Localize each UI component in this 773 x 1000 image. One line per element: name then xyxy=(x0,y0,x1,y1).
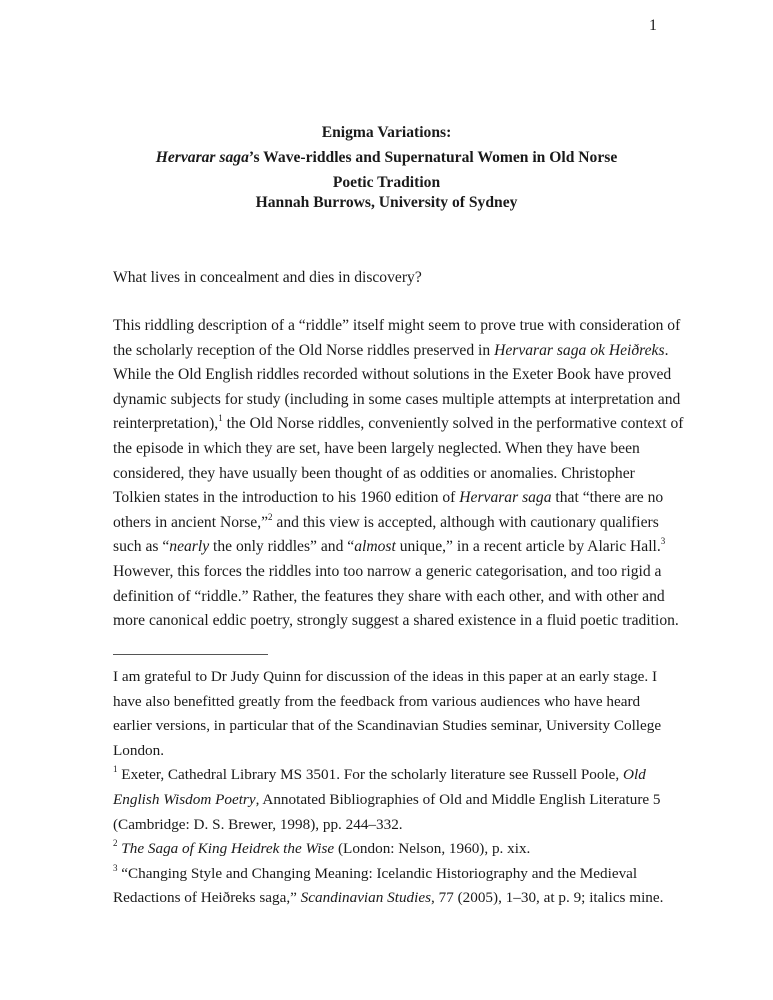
text-run: Exeter, Cathedral Library MS 3501. For the scholarly literature see Russell Poole, xyxy=(117,766,624,784)
footnote-line xyxy=(113,741,164,761)
body-line xyxy=(113,587,665,607)
text-run: definition of “riddle.” Rather, the features they share with each other, and with other and xyxy=(113,587,665,605)
text-run: . xyxy=(664,341,669,359)
text-run: , Annotated Bibliographies of Old and Middle English Literature 5 xyxy=(255,791,661,808)
footnote-line xyxy=(113,815,403,835)
text-run: “Changing Style and Changing Meaning: Icelandic Historiography and the Medieval xyxy=(117,864,638,882)
text-run: The Saga of King Heidrek the Wise xyxy=(121,840,335,858)
body-line xyxy=(113,414,683,434)
author-line: Hannah Burrows, University of Sydney xyxy=(255,194,518,211)
text-run: (Cambridge: D. S. Brewer, 1998), pp. 244–332. xyxy=(113,815,403,833)
text-run: and this view is accepted, although with cautionary qualifiers xyxy=(272,513,659,531)
body-line xyxy=(113,464,635,484)
body-line xyxy=(113,562,661,582)
text-run: London. xyxy=(113,741,165,759)
title-italic: Hervarar saga xyxy=(155,149,249,166)
title-line-2 xyxy=(0,149,773,167)
text-run: considered, they have usually been thought of as oddities or anomalies. Christopher xyxy=(113,464,635,482)
footnote-rule xyxy=(113,654,268,655)
body-line xyxy=(113,611,679,631)
epigraph: What lives in concealment and dies in discovery? xyxy=(113,269,422,286)
footnote-marker: 2 xyxy=(113,838,118,849)
text-run: English Wisdom Poetry xyxy=(113,791,256,808)
text-run: nearly xyxy=(169,538,210,556)
title-rest: ’s Wave-riddles and Supernatural Women in Old Norse xyxy=(248,149,618,166)
text-run: that “there are no xyxy=(551,489,664,507)
text-run: Scandinavian Studies xyxy=(300,889,432,907)
text-run: Hervarar saga xyxy=(459,489,552,507)
text-run: earlier versions, in particular that of the Scandinavian Studies seminar, University College xyxy=(113,717,662,735)
text-run: Hervarar saga ok Heiðreks xyxy=(494,341,665,359)
text-run: dynamic subjects for study (including in some cases multiple attempts at interpretation and xyxy=(113,390,681,408)
text-run: unique,” in a recent article by Alaric Hall. xyxy=(395,538,661,556)
text-run: the scholarly reception of the Old Norse riddles preserved in xyxy=(113,341,495,359)
footnote-line xyxy=(113,692,640,712)
text-run: , 77 (2005), 1–30, at p. 9; italics mine. xyxy=(431,889,664,907)
title-line-3: Poetic Tradition xyxy=(332,174,441,191)
footnote-line xyxy=(113,839,530,859)
body-line xyxy=(113,513,659,533)
text-run: I am grateful to Dr Judy Quinn for discussion of the ideas in this paper at an early stage. I xyxy=(113,668,658,685)
footnote-line xyxy=(113,888,663,908)
footnote-marker: 1 xyxy=(218,413,223,424)
text-run: the only riddles” and “ xyxy=(209,538,355,556)
footnote-marker: 2 xyxy=(268,511,273,522)
footnote-line xyxy=(113,716,661,736)
footnote-marker: 3 xyxy=(660,536,666,547)
text-run: reinterpretation), xyxy=(113,415,219,433)
text-run: Redactions of Heiðreks saga,” xyxy=(113,889,301,907)
title-line-1: Enigma Variations: xyxy=(321,124,452,141)
footnote-line xyxy=(113,765,646,785)
text-run: more canonical eddic poetry, strongly suggest a shared existence in a fluid poetic tradition. xyxy=(113,612,679,630)
body-line xyxy=(113,439,640,459)
footnote-line xyxy=(113,864,637,884)
text-run: such as “ xyxy=(113,538,170,556)
text-run: Old xyxy=(623,766,646,784)
text-run: others in ancient Norse,” xyxy=(113,513,269,531)
body-line xyxy=(113,341,668,361)
text-run: the episode in which they are set, have been largely neglected. When they have been xyxy=(113,440,640,457)
body-line xyxy=(113,316,680,336)
text-run: the Old Norse riddles, conveniently solved in the performative context of xyxy=(222,415,684,433)
body-line xyxy=(113,537,665,557)
footnote-line xyxy=(113,790,661,810)
text-run: almost xyxy=(354,538,396,556)
footnote-marker: 3 xyxy=(113,862,118,873)
body-line xyxy=(113,390,680,410)
text-run: have also benefitted greatly from the feedback from various audiences who have heard xyxy=(113,692,641,710)
text-run: (London: Nelson, 1960), p. xix. xyxy=(334,840,531,858)
page-number: 1 xyxy=(649,17,657,34)
body-line xyxy=(113,488,663,508)
footnote-line xyxy=(113,667,657,687)
text-run: Tolkien states in the introduction to his 1960 edition of xyxy=(113,489,460,507)
body-line xyxy=(113,365,671,385)
text-run: While the Old English riddles recorded without solutions in the Exeter Book have proved xyxy=(113,366,672,384)
text-run: This riddling description of a “riddle” itself might seem to prove true with consideration of xyxy=(113,317,681,334)
text-run: However, this forces the riddles into too narrow a generic categorisation, and too rigid a xyxy=(113,563,662,580)
footnote-marker: 1 xyxy=(113,764,118,775)
